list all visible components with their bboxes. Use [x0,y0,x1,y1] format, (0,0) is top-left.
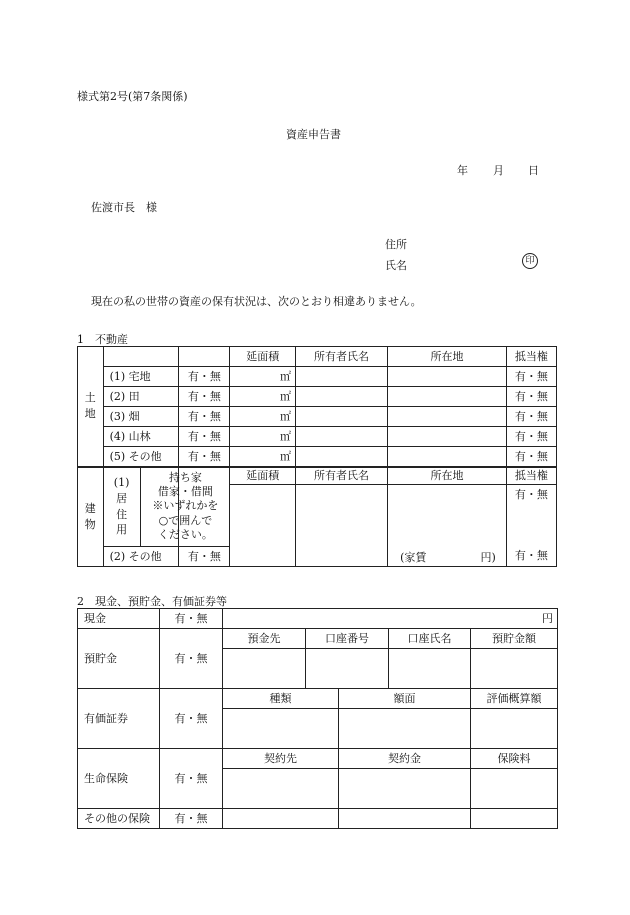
header-account-name: 口座氏名 [389,629,471,649]
land-label: 土 地 [78,347,104,467]
has-toggle[interactable]: 有・無 [179,427,230,447]
realestate-table [77,346,557,567]
other-insurance-contractor-field[interactable] [223,809,339,829]
building-owner-field[interactable] [295,485,387,567]
mortgage-toggle[interactable]: 有・無 [506,427,556,447]
table-row: (1) 宅地 有・無 ㎡ 有・無 [78,367,557,387]
residence-options[interactable]: 持ち家 借家・借間 ※いずれかを ○で囲んで ください。 [179,467,230,547]
seal-mark: 印 [522,253,538,269]
form-number: 様式第2号(第7条関係) [77,90,188,103]
header-securities-type: 種類 [223,689,339,709]
insurance-label: 生命保険 [78,749,160,809]
deposit-label: 預貯金 [78,629,160,689]
deposit-amount-field[interactable] [471,649,558,689]
area-field[interactable]: ㎡ [230,447,296,467]
owner-field[interactable] [295,367,387,387]
securities-has-toggle[interactable]: 有・無 [160,689,223,749]
address-label: 住所 [385,238,407,251]
has-toggle[interactable]: 有・無 [179,387,230,407]
owner-field[interactable] [295,427,387,447]
has-toggle[interactable]: 有・無 [179,367,230,387]
cash-amount-field[interactable]: 円 [223,609,558,629]
table-row [78,609,558,629]
header-mortgage-b: 抵当権 [506,467,556,485]
location-field[interactable] [388,367,507,387]
header-floor-area: 延面積 [230,347,296,367]
header-premium: 保険料 [471,749,558,769]
table-row: (3) 畑 有・無 ㎡ 有・無 [78,407,557,427]
other-insurance-amount-field[interactable] [339,809,471,829]
header-face-value: 額面 [339,689,471,709]
building-area-field[interactable] [230,485,296,567]
date-year: 年 [457,164,468,177]
account-number-field[interactable] [306,649,389,689]
other-insurance-has-toggle[interactable]: 有・無 [160,809,223,829]
contract-amount-field[interactable] [339,769,471,809]
deposit-has-toggle[interactable]: 有・無 [160,629,223,689]
building-other-has-toggle[interactable]: 有・無 [179,546,230,566]
premium-field[interactable] [471,769,558,809]
other-insurance-premium-field[interactable] [471,809,558,829]
location-field[interactable] [388,387,507,407]
financial-table [77,608,558,829]
mortgage-toggle[interactable]: 有・無 [506,367,556,387]
mortgage-toggle[interactable]: 有・無 [506,447,556,467]
date-month: 月 [493,164,504,177]
header-deposit-amount: 預貯金額 [471,629,558,649]
building-label: 建 物 [78,467,104,567]
owner-field[interactable] [295,407,387,427]
header-floor-area-b: 延面積 [230,467,296,485]
building-location-field[interactable] [388,485,507,567]
area-field[interactable]: ㎡ [230,407,296,427]
date-day: 日 [528,164,539,177]
declaration-text: 現在の私の世帯の資産の保有状況は、次のとおり相違ありません。 [91,295,422,308]
header-contract-amount: 契約金 [339,749,471,769]
name-label: 氏名 [385,259,407,272]
residence-mortgage-toggle[interactable]: 有・無 [506,485,556,547]
estimated-value-field[interactable] [471,709,558,749]
owner-field[interactable] [295,387,387,407]
mortgage-toggle[interactable]: 有・無 [506,407,556,427]
area-field[interactable]: ㎡ [230,367,296,387]
other-insurance-label: その他の保険 [78,809,160,829]
location-field[interactable] [388,407,507,427]
rent-unit: 円) [480,550,496,564]
section-financial-title: 2 現金、預貯金、有価証券等 [77,595,227,608]
header-mortgage: 抵当権 [506,347,556,367]
area-field[interactable]: ㎡ [230,427,296,447]
header-deposit-bank: 預金先 [223,629,306,649]
deposit-bank-field[interactable] [223,649,306,689]
document-title: 資産申告書 [286,128,341,141]
header-location: 所在地 [388,347,507,367]
building-other-label: (2) その他 [103,546,179,566]
contractor-field[interactable] [223,769,339,809]
header-owner: 所有者氏名 [295,347,387,367]
owner-field[interactable] [295,447,387,467]
location-field[interactable] [388,447,507,467]
header-account-number: 口座番号 [306,629,389,649]
table-row [78,809,558,829]
face-value-field[interactable] [339,709,471,749]
header-owner-b: 所有者氏名 [295,467,387,485]
header-estimated-value: 評価概算額 [471,689,558,709]
securities-type-field[interactable] [223,709,339,749]
section-realestate-title: 1 不動産 [77,333,128,346]
addressee: 佐渡市長 様 [91,201,157,214]
cash-has-toggle[interactable]: 有・無 [160,609,223,629]
table-row: (2) 田 有・無 ㎡ 有・無 [78,387,557,407]
header-location-b: 所在地 [388,467,507,485]
securities-label: 有価証券 [78,689,160,749]
account-name-field[interactable] [389,649,471,689]
table-row: (4) 山林 有・無 ㎡ 有・無 [78,427,557,447]
header-contractor: 契約先 [223,749,339,769]
insurance-has-toggle[interactable]: 有・無 [160,749,223,809]
table-row: (5) その他 有・無 ㎡ 有・無 [78,447,557,467]
residence-label: (1) 居 住 用 [104,468,141,546]
rent-label: (家賃 [400,550,427,564]
has-toggle[interactable]: 有・無 [179,407,230,427]
location-field[interactable] [388,427,507,447]
has-toggle[interactable]: 有・無 [179,447,230,467]
area-field[interactable]: ㎡ [230,387,296,407]
cash-label: 現金 [78,609,160,629]
mortgage-toggle[interactable]: 有・無 [506,387,556,407]
building-other-mortgage-toggle[interactable]: 有・無 [506,546,556,566]
